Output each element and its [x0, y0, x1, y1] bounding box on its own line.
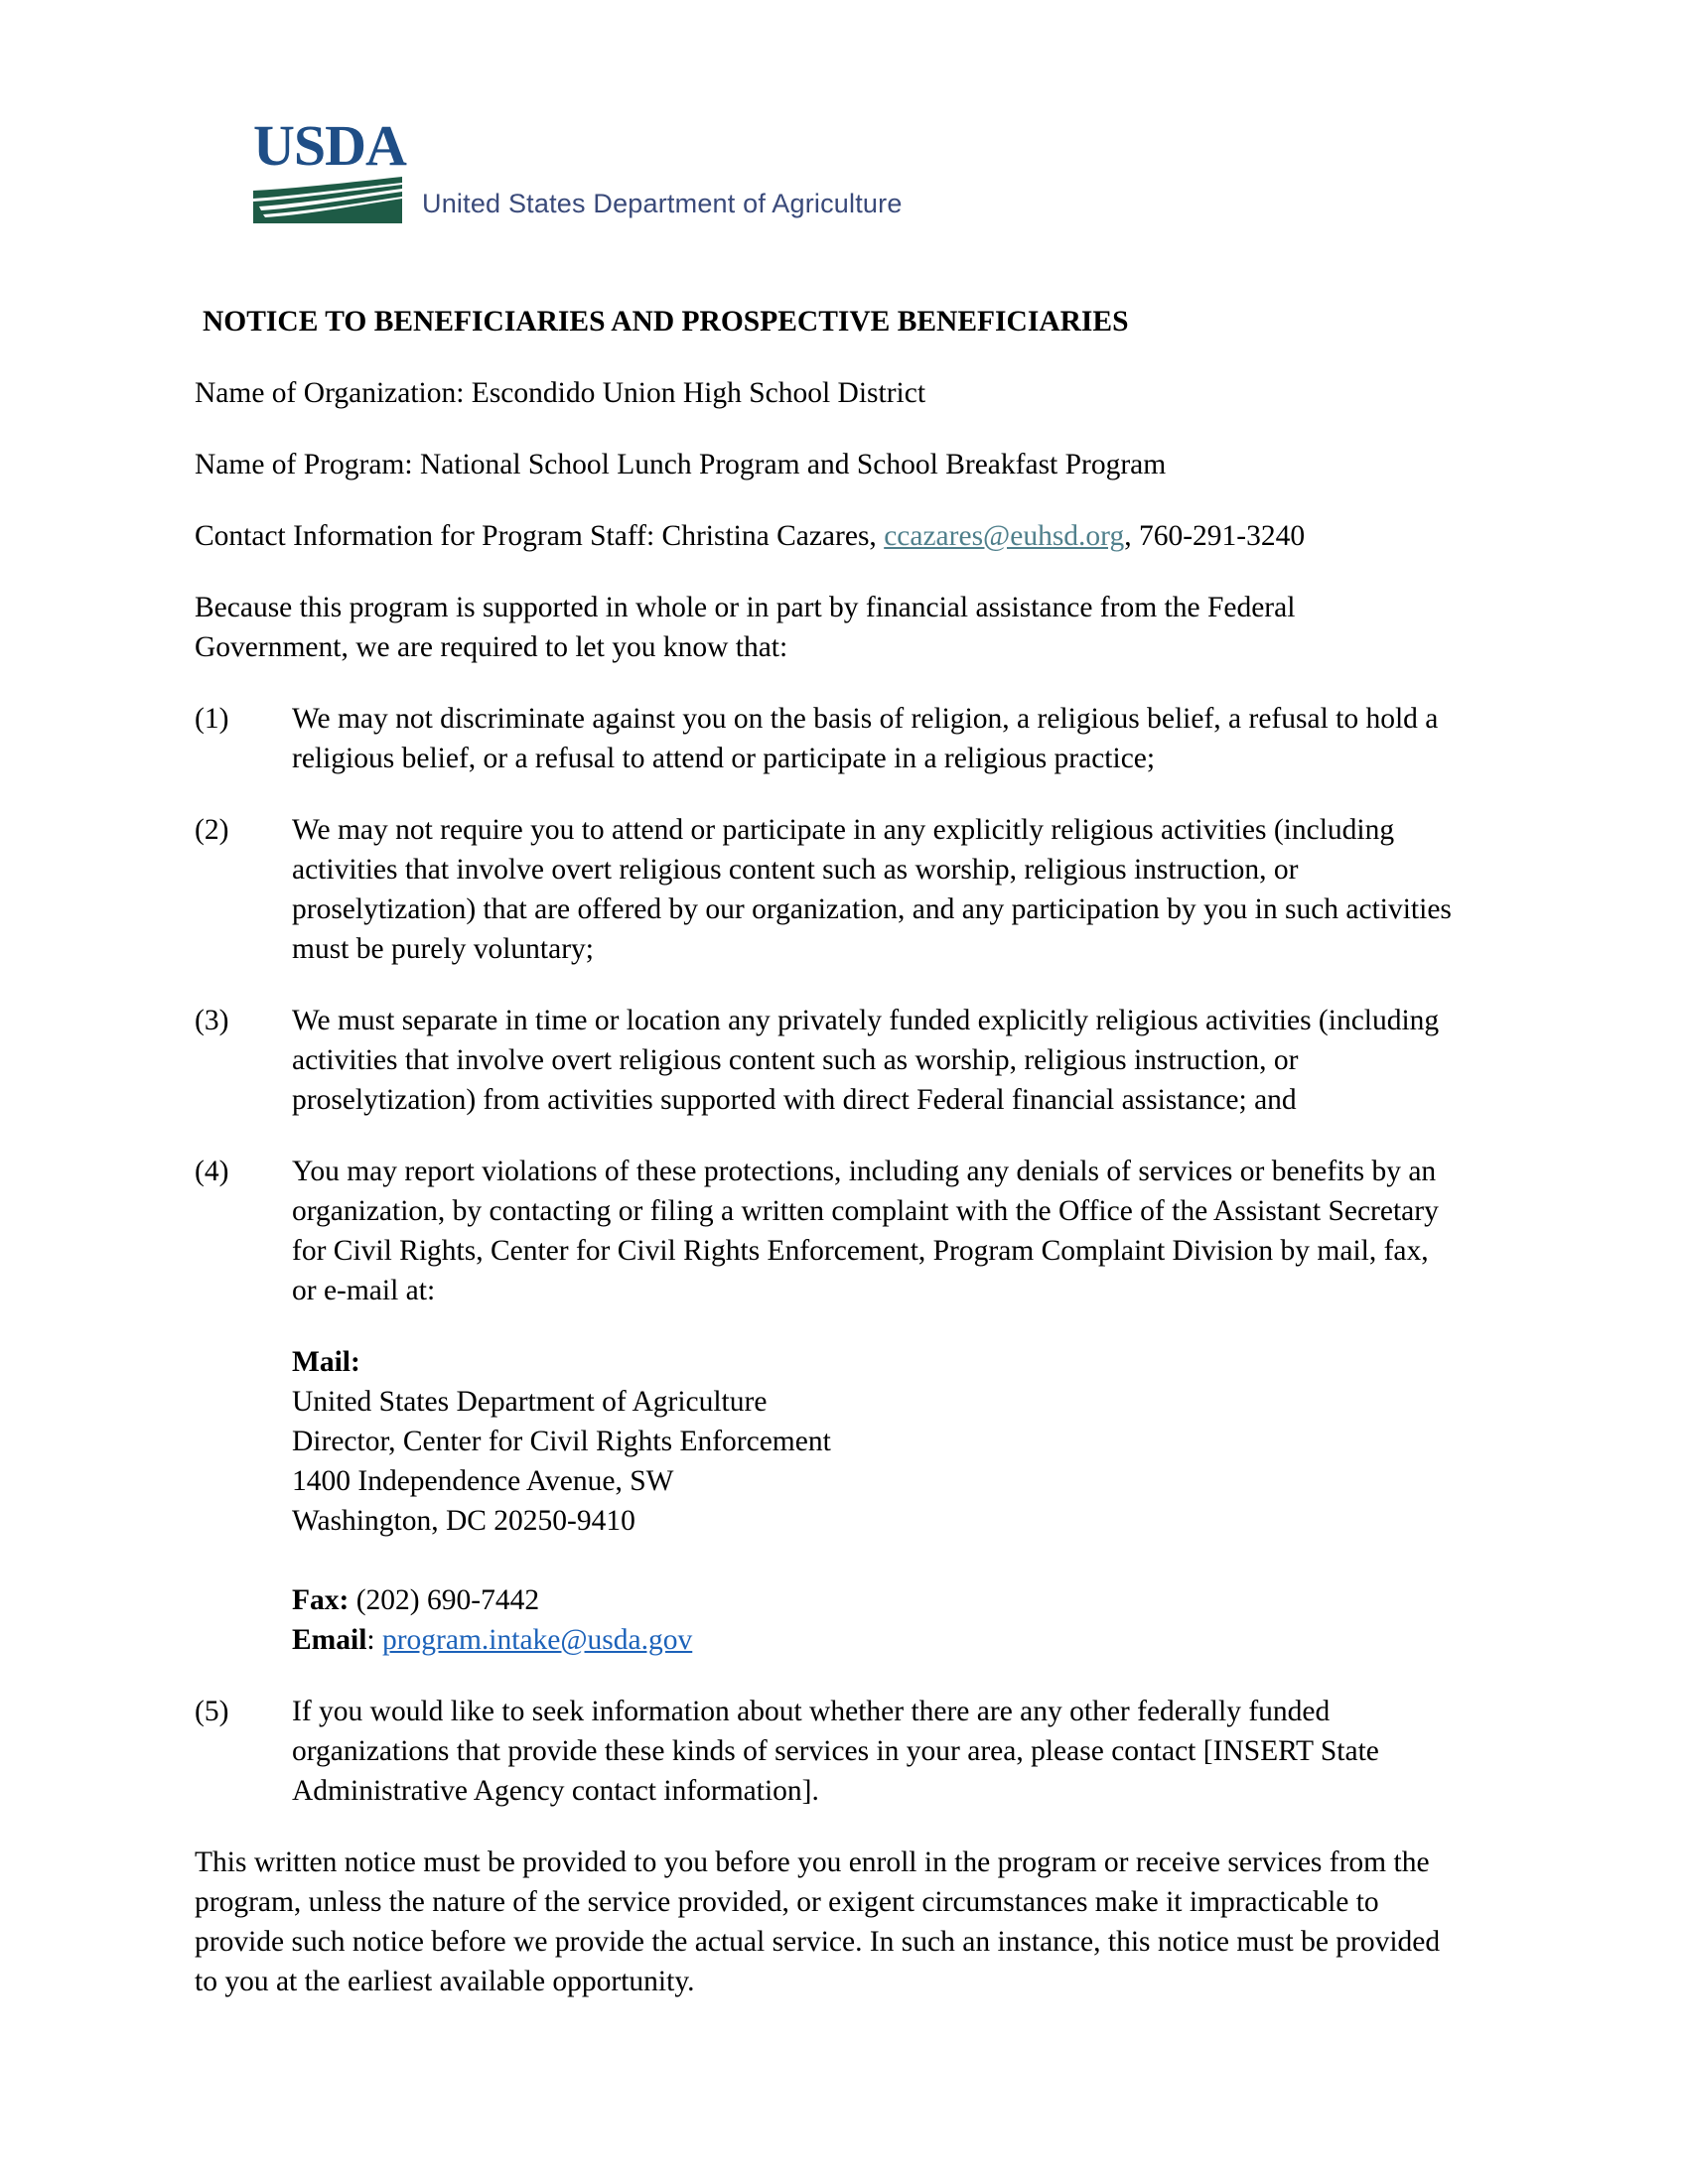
usda-intake-email-link[interactable]: program.intake@usda.gov	[381, 1624, 693, 1656]
fax-number: (202) 690-7442	[349, 1584, 540, 1616]
list-item-text: If you would like to seek information about whether there are any other federally funded organizations that provide these kinds of services in your area, please contact [INSERT State Administrative Agency contact information].	[292, 1696, 1379, 1807]
contact-person-name: Christina Cazares,	[661, 520, 885, 552]
organization-value: Escondido Union High School District	[471, 377, 926, 409]
page-title: NOTICE TO BENEFICIARIES AND PROSPECTIVE BENEFICIARIES	[203, 306, 1129, 338]
list-item-text: We may not require you to attend or participate in any explicitly religious activities (including activities that involve overt religious content such as worship, religious instruction, or proselytization) that are offered by our organization, and any participation by you in such activities must be purely voluntary;	[292, 814, 1452, 965]
list-item	[195, 699, 1456, 778]
email-line	[292, 1620, 1456, 1660]
fax-line	[292, 1580, 1456, 1620]
list-item-marker: (4)	[195, 1156, 229, 1187]
usda-tagline: United States Department of Agriculture	[422, 189, 903, 218]
usda-wordmark-text: USDA	[253, 113, 406, 178]
fax-label: Fax:	[292, 1584, 350, 1616]
fax-email-block	[195, 1580, 1456, 1660]
mail-line-agency: United States Department of Agriculture	[292, 1386, 768, 1418]
list-item-text: We may not discriminate against you on the basis of religion, a religious belief, a refusal to hold a religious belief, or a refusal to attend or participate in a religious practice;	[292, 703, 1439, 774]
mail-line-street: 1400 Independence Avenue, SW	[292, 1465, 674, 1497]
contact-line	[195, 516, 1456, 556]
email-separator: :	[366, 1624, 382, 1656]
mail-line-city-state-zip: Washington, DC 20250-9410	[292, 1505, 635, 1537]
organization-line	[195, 373, 1456, 413]
closing-paragraph: This written notice must be provided to you before you enroll in the program or receive services from the program, unless the nature of the service provided, or exigent circumstances make it impracticable to provide such notice before we provide the actual service. In such an instance, this notice must be provided to you at the earliest available opportunity.	[195, 1846, 1441, 1997]
contact-label: Contact Information for Program Staff:	[195, 520, 662, 552]
list-item	[195, 810, 1456, 969]
usda-field-swoosh-icon	[253, 177, 402, 223]
list-item-marker: (2)	[195, 814, 229, 846]
list-item	[195, 1001, 1456, 1120]
organization-label: Name of Organization:	[195, 377, 472, 409]
mail-address-block	[195, 1342, 1456, 1580]
list-item-marker: (5)	[195, 1696, 229, 1727]
mail-line-director: Director, Center for Civil Rights Enforcement	[292, 1426, 831, 1457]
list-item-text: We must separate in time or location any privately funded explicitly religious activities (including activities that involve overt religious content such as worship, religious instruction, or proselytization) from activities supported with direct Federal financial assistance; and	[292, 1005, 1440, 1116]
intro-paragraph: Because this program is supported in whole or in part by financial assistance from the Federal Government, we are required to let you know that:	[195, 592, 1296, 663]
document-body	[195, 303, 1456, 2001]
program-label: Name of Program:	[195, 449, 420, 480]
list-item-marker: (1)	[195, 703, 229, 735]
contact-phone: , 760-291-3240	[1124, 520, 1306, 552]
usda-letterhead	[253, 113, 903, 223]
address-spacer	[292, 1541, 1456, 1580]
list-item	[195, 1152, 1456, 1310]
email-label: Email	[292, 1624, 367, 1656]
usda-logo	[253, 113, 406, 223]
list-item-text: You may report violations of these protections, including any denials of services or benefits by an organization, by contacting or filing a written complaint with the Office of the Assistant Secretary for Civil Rights, Center for Civil Rights Enforcement, Program Complaint Division by mail, fax, or e-mail at:	[292, 1156, 1439, 1306]
program-line	[195, 445, 1456, 484]
list-item-marker: (3)	[195, 1005, 229, 1036]
program-value: National School Lunch Program and School Breakfast Program	[419, 449, 1167, 480]
mail-heading: Mail:	[292, 1346, 360, 1378]
contact-email-link[interactable]: ccazares@euhsd.org	[884, 520, 1125, 552]
notice-items-list	[195, 699, 1456, 1811]
list-item	[195, 1692, 1456, 1811]
